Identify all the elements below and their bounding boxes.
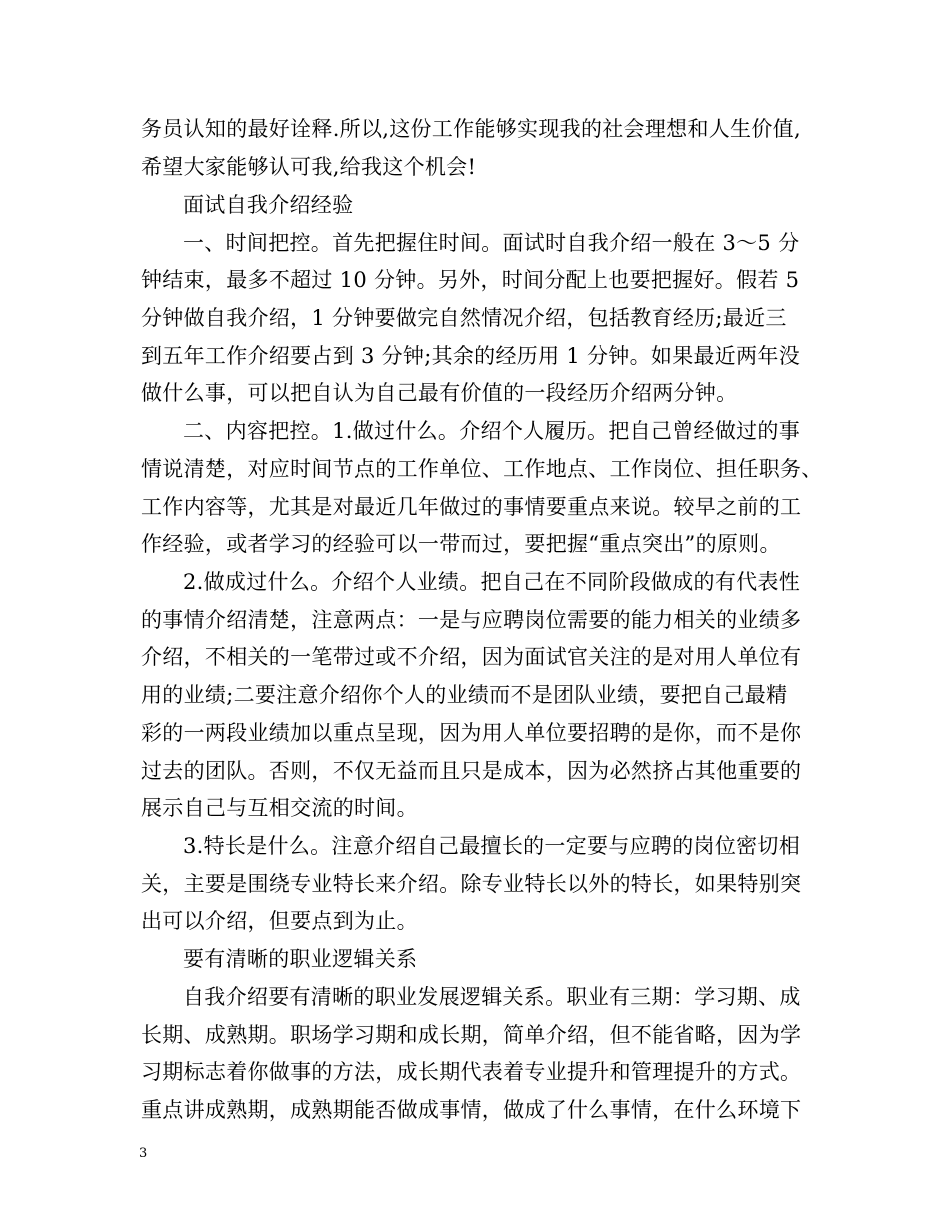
- text-line: 分钟做自我介绍，1 分钟要做完自然情况介绍，包括教育经历;最近三: [141, 306, 787, 330]
- text-line: 长期、成熟期。职场学习期和成长期，简单介绍，但不能省略，因为学: [141, 1023, 802, 1047]
- text-line: 作经验，或者学习的经验可以一带而过，要把握“重点突出”的原则。: [141, 532, 781, 556]
- text-line: 介绍，不相关的一笔带过或不介绍，因为面试官关注的是对用人单位有: [141, 645, 802, 669]
- text-line: 做什么事，可以把自认为自己最有价值的一段经历介绍两分钟。: [141, 381, 738, 405]
- text-line: 情说清楚，对应时间节点的工作单位、工作地点、工作岗位、担任职务、: [141, 457, 823, 481]
- text-line: 的事情介绍清楚，注意两点：一是与应聘岗位需要的能力相关的业绩多: [141, 608, 802, 632]
- text-line: 展示自己与互相交流的时间。: [141, 796, 418, 820]
- text-line: 习期标志着你做事的方法，成长期代表着专业提升和管理提升的方式。: [141, 1060, 802, 1084]
- text-line: 钟结束，最多不超过 10 分钟。另外，时间分配上也要把握好。假若 5: [141, 268, 800, 292]
- text-line: 务员认知的最好诠释.所以,这份工作能够实现我的社会理想和人生价值,: [141, 117, 801, 141]
- text-line: 重点讲成熟期，成熟期能否做成事情，做成了什么事情，在什么环境下: [141, 1098, 802, 1122]
- section-heading: 要有清晰的职业逻辑关系: [183, 947, 418, 971]
- text-line: 用的业绩;二要注意介绍你个人的业绩而不是团队业绩，要把自己最精: [141, 683, 788, 707]
- text-line: 出可以介绍，但要点到为止。: [141, 909, 418, 933]
- text-line: 过去的团队。否则，不仅无益而且只是成本，因为必然挤占其他重要的: [141, 759, 802, 783]
- text-line: 自我介绍要有清晰的职业发展逻辑关系。职业有三期：学习期、成: [183, 985, 801, 1009]
- text-line: 彩的一两段业绩加以重点呈现，因为用人单位要招聘的是你，而不是你: [141, 721, 802, 745]
- page-number: 3: [139, 1146, 148, 1161]
- text-line: 2.做成过什么。介绍个人业绩。把自己在不同阶段做成的有代表性: [183, 570, 801, 594]
- text-line: 一、时间把控。首先把握住时间。面试时自我介绍一般在 3～5 分: [183, 231, 800, 255]
- section-heading: 面试自我介绍经验: [183, 193, 354, 217]
- text-line: 工作内容等，尤其是对最近几年做过的事情要重点来说。较早之前的工: [141, 495, 802, 519]
- text-line: 3.特长是什么。注意介绍自己最擅长的一定要与应聘的岗位密切相: [183, 834, 801, 858]
- text-line: 到五年工作介绍要占到 3 分钟;其余的经历用 1 分钟。如果最近两年没: [141, 344, 800, 368]
- text-line: 二、内容把控。1.做过什么。介绍个人履历。把自己曾经做过的事: [183, 419, 801, 443]
- text-line: 关，主要是围绕专业特长来介绍。除专业特长以外的特长，如果特别突: [141, 872, 802, 896]
- text-line: 希望大家能够认可我,给我这个机会!: [141, 155, 477, 179]
